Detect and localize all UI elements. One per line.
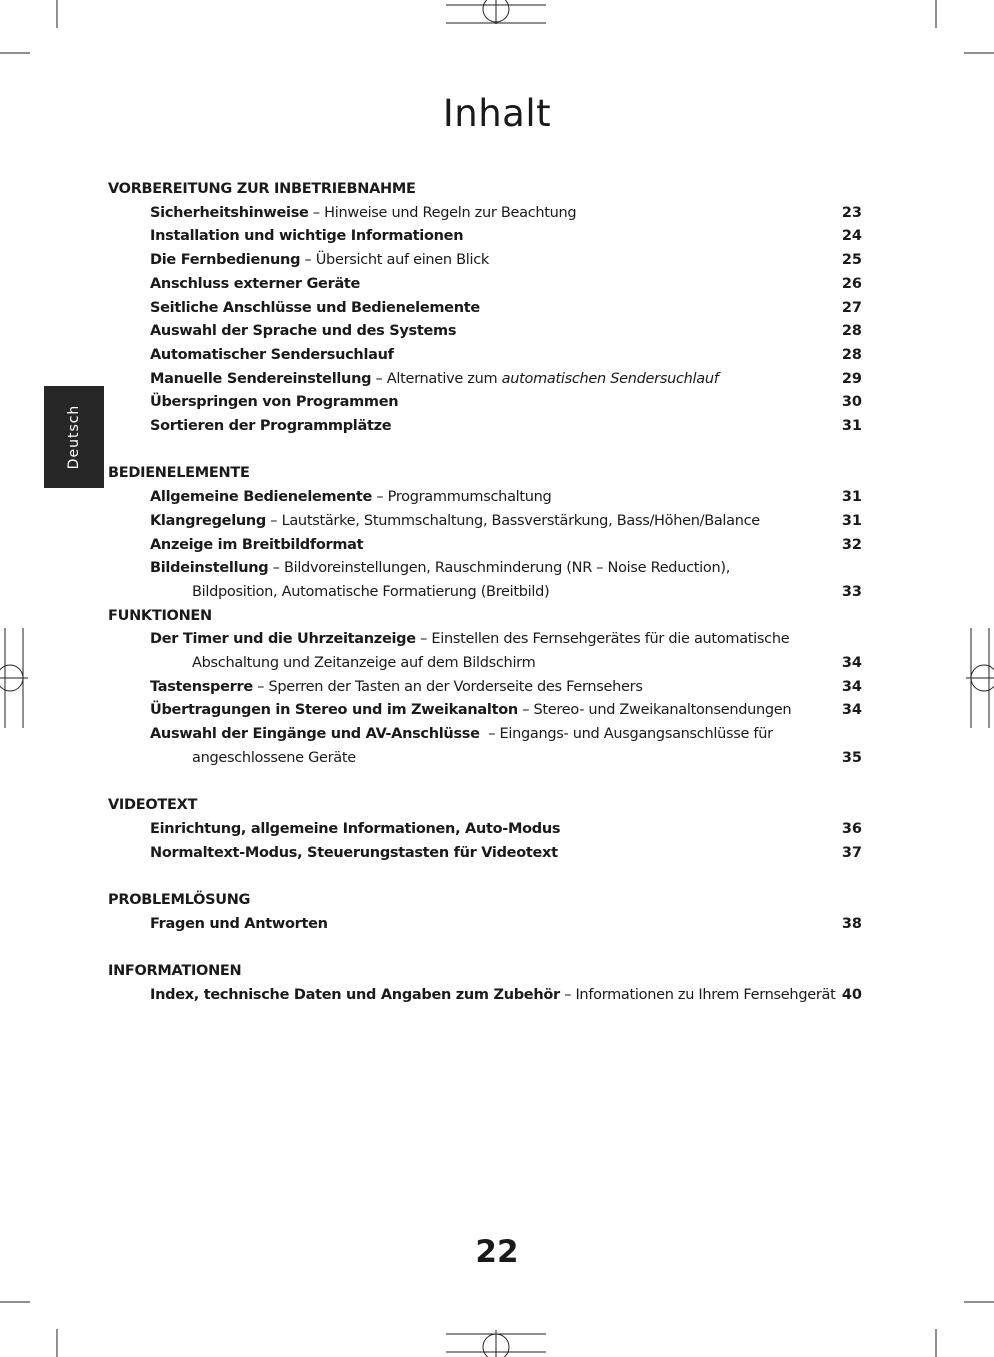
toc-entry[interactable]	[150, 394, 750, 410]
entry-description: – Programmumschaltung	[372, 489, 552, 506]
entry-description: – Übersicht auf einen Blick	[300, 252, 490, 269]
entry-title: Index, technische Daten und Angaben zum Zubehör	[150, 986, 560, 1003]
section-heading: VORBEREITUNG ZUR INBETRIEBNAHME	[108, 181, 416, 197]
entry-description: – Lautstärke, Stummschaltung, Bassverstärkung, Bass/Höhen/Balance	[266, 512, 760, 529]
section-heading: PROBLEMLÖSUNG	[108, 892, 251, 908]
toc-entry[interactable]	[150, 252, 750, 268]
entry-description-italic: automatischen Sendersuchlauf	[501, 370, 719, 387]
entry-title: Anzeige im Breitbildformat	[150, 536, 364, 553]
entry-title: Manuelle Sendereinstellung	[150, 370, 372, 387]
entry-page-number[interactable]: 25	[841, 252, 862, 269]
entry-description: – Informationen zu Ihrem Fernsehgerät	[559, 986, 836, 1003]
section-heading: VIDEOTEXT	[108, 797, 198, 814]
entry-title: Normaltext-Modus, Steuerungstasten für Videotext	[150, 844, 558, 861]
entry-title: Der Timer und die Uhrzeitanzeige	[150, 631, 416, 648]
toc-entry[interactable]	[150, 726, 773, 743]
entry-page-number[interactable]: 34	[841, 655, 862, 671]
entry-page-number[interactable]: 34	[841, 678, 862, 695]
entry-description: – Bildvoreinstellungen, Rauschminderung (NR – Noise Reduction),	[268, 560, 731, 577]
entry-title: Allgemeine Bedienelemente	[150, 489, 373, 506]
toc-entry[interactable]	[150, 821, 750, 837]
entry-description: – Einstellen des Fernsehgerätes für die automatische	[415, 631, 790, 648]
section-heading: BEDIENELEMENTE	[108, 465, 250, 482]
entry-page-number[interactable]: 27	[841, 299, 862, 316]
toc-entry[interactable]	[150, 916, 750, 932]
entry-continuation: Bildposition, Automatische Formatierung (Breitbild)	[192, 583, 550, 600]
entry-title: Sortieren der Programmplätze	[150, 418, 392, 434]
entry-page-number[interactable]: 26	[841, 275, 862, 292]
entry-title: Fragen und Antworten	[150, 915, 328, 932]
entry-page-number[interactable]: 35	[841, 749, 862, 766]
entry-page-number[interactable]: 23	[841, 204, 862, 221]
entry-title: Seitliche Anschlüsse und Bedienelemente	[150, 299, 480, 316]
entry-title: Sicherheitshinweise	[150, 204, 309, 221]
toc-entry[interactable]	[150, 228, 750, 244]
page-number: 22	[475, 1234, 519, 1270]
entry-title: Überspringen von Programmen	[150, 394, 399, 411]
language-tab	[44, 386, 104, 488]
toc-entry[interactable]	[150, 323, 750, 339]
entry-continuation: angeschlossene Geräte	[192, 749, 356, 766]
toc-entry[interactable]	[150, 631, 790, 648]
toc-entry[interactable]	[150, 679, 750, 695]
toc-entry[interactable]	[150, 560, 750, 576]
entry-page-number[interactable]: 31	[841, 489, 862, 506]
toc-entry[interactable]	[150, 986, 836, 1003]
entry-page-number[interactable]: 37	[841, 844, 862, 861]
entry-page-number[interactable]: 31	[841, 512, 862, 529]
toc-entry[interactable]	[150, 702, 792, 719]
entry-description: – Stereo- und Zweikanaltonsendungen	[517, 702, 792, 719]
entry-page-number[interactable]: 34	[841, 702, 862, 719]
toc-entry[interactable]	[150, 845, 750, 861]
entry-description: – Alternative zum	[371, 370, 502, 387]
entry-description: – Eingangs- und Ausgangsanschlüsse für	[479, 726, 773, 743]
entry-title: Anschluss externer Geräte	[150, 275, 361, 292]
toc-entry[interactable]	[150, 205, 750, 221]
entry-title: Bildeinstellung	[150, 560, 269, 577]
entry-page-number[interactable]: 29	[841, 370, 862, 387]
entry-continuation: Abschaltung und Zeitanzeige auf dem Bildschirm	[192, 655, 536, 671]
entry-page-number[interactable]: 33	[841, 583, 862, 600]
entry-page-number[interactable]: 28	[841, 346, 862, 363]
section-heading: INFORMATIONEN	[108, 963, 242, 980]
entry-page-number[interactable]: 36	[841, 820, 862, 837]
language-tab-label: Deutsch	[66, 404, 82, 470]
toc-entry[interactable]	[150, 371, 750, 387]
entry-title: Die Fernbedienung	[150, 252, 301, 269]
toc-entry[interactable]	[150, 489, 750, 505]
entry-title: Einrichtung, allgemeine Informationen, Auto-Modus	[150, 820, 561, 837]
entry-page-number[interactable]: 28	[841, 323, 862, 340]
toc-entry[interactable]	[150, 300, 750, 316]
entry-description: – Hinweise und Regeln zur Beachtung	[308, 204, 577, 221]
entry-page-number[interactable]: 32	[841, 536, 862, 553]
toc-entry[interactable]	[150, 276, 750, 292]
entry-page-number[interactable]: 30	[841, 394, 862, 411]
toc-entry[interactable]	[150, 418, 750, 434]
entry-title: Auswahl der Eingänge und AV-Anschlüsse	[150, 726, 480, 743]
page-title: Inhalt	[442, 92, 552, 135]
entry-title: Automatischer Sendersuchlauf	[150, 346, 394, 363]
toc-entry[interactable]	[150, 537, 750, 553]
entry-title: Übertragungen in Stereo und im Zweikanalton	[150, 702, 518, 719]
entry-title: Installation und wichtige Informationen	[150, 228, 464, 245]
toc-entry[interactable]	[150, 347, 750, 363]
entry-page-number[interactable]: 31	[841, 418, 862, 434]
entry-description: – Sperren der Tasten an der Vorderseite des Fernsehers	[252, 678, 643, 695]
entry-title: Klangregelung	[150, 512, 266, 529]
entry-page-number[interactable]: 40	[841, 986, 862, 1003]
entry-title: Tastensperre	[150, 678, 253, 695]
entry-page-number[interactable]: 24	[841, 228, 862, 245]
entry-title: Auswahl der Sprache und des Systems	[150, 323, 457, 340]
toc-entry[interactable]	[150, 512, 760, 529]
entry-page-number[interactable]: 38	[841, 915, 862, 932]
section-heading: FUNKTIONEN	[108, 607, 212, 624]
